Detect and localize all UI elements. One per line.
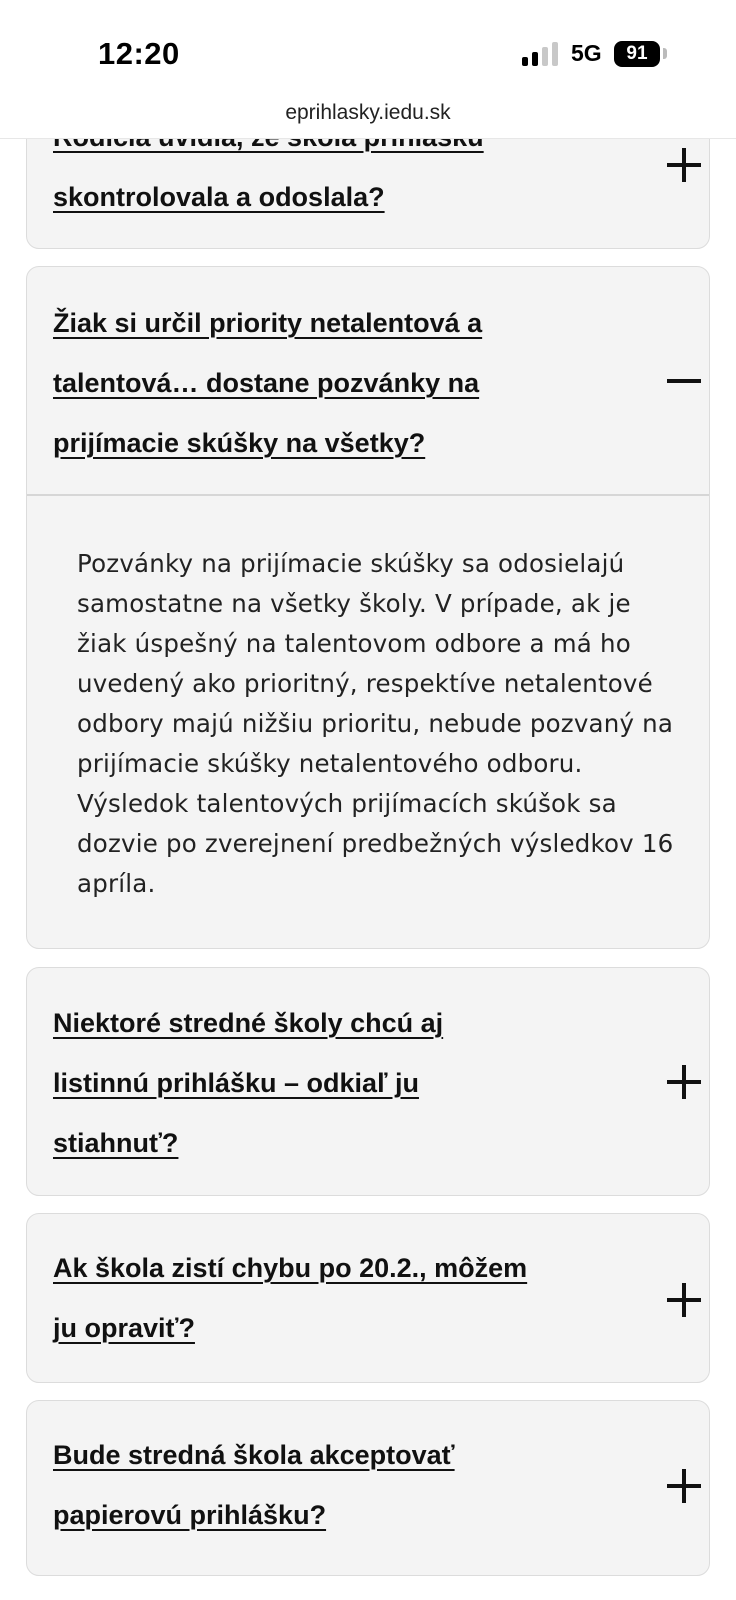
battery-icon: 91 bbox=[614, 41, 660, 67]
faq-question-2-line-2: talentová… dostane pozvánky na bbox=[53, 368, 480, 398]
expand-plus-icon[interactable] bbox=[667, 1065, 701, 1099]
cellular-signal-icon bbox=[522, 42, 560, 66]
faq-item-5[interactable] bbox=[26, 1400, 710, 1576]
faq-item-4[interactable] bbox=[26, 1213, 710, 1383]
faq-answer-2: Pozvánky na prijímacie skúšky sa odosielajú samostatne na všetky školy. V prípade, ak je žiak úspešný na talentovom odbore a má ho uvedený ako prioritný, respektíve netalentové odbory majú nižšiu prioritu, nebude pozvaný na prijímacie skúšky netalentového odboru. Výsledok talentových prijímacích skúšok sa dozvie po zverejnení predbežných výsledkov 16 apríla. bbox=[77, 549, 674, 898]
faq-question-5[interactable] bbox=[53, 1425, 573, 1545]
faq-question-2-line-3: prijímacie skúšky na všetky? bbox=[53, 428, 426, 458]
faq-item-3[interactable] bbox=[26, 967, 710, 1196]
faq-question-5-line-1: Bude stredná škola akceptovať bbox=[53, 1440, 455, 1470]
collapse-minus-icon[interactable] bbox=[667, 364, 701, 398]
faq-question-1-line-2: skontrolovala a odoslala? bbox=[53, 182, 385, 212]
faq-item-2[interactable] bbox=[26, 266, 710, 949]
url-text[interactable]: eprihlasky.iedu.sk bbox=[285, 101, 451, 124]
faq-question-4[interactable] bbox=[53, 1238, 573, 1358]
faq-divider bbox=[27, 494, 709, 496]
expand-plus-icon[interactable] bbox=[667, 1469, 701, 1503]
faq-question-3-line-2: listinnú prihlášku – odkiaľ ju bbox=[53, 1068, 419, 1098]
expand-plus-icon[interactable] bbox=[667, 1283, 701, 1317]
faq-question-4-line-2: ju opraviť? bbox=[53, 1313, 195, 1343]
faq-question-5-line-2: papierovú prihlášku? bbox=[53, 1500, 327, 1530]
faq-question-3[interactable] bbox=[53, 993, 573, 1173]
faq-question-2[interactable] bbox=[53, 293, 573, 473]
battery-tip bbox=[663, 48, 667, 59]
faq-question-3-line-1: Niektoré stredné školy chcú aj bbox=[53, 1008, 444, 1038]
faq-question-2-line-1: Žiak si určil priority netalentová a bbox=[53, 308, 483, 338]
status-bar bbox=[0, 0, 736, 100]
faq-question-3-line-3: stiahnuť? bbox=[53, 1128, 179, 1158]
faq-question-4-line-1: Ak škola zistí chybu po 20.2., môžem bbox=[53, 1253, 528, 1283]
status-time: 12:20 bbox=[98, 36, 180, 71]
network-type: 5G bbox=[571, 40, 602, 66]
expand-plus-icon[interactable] bbox=[667, 148, 701, 182]
